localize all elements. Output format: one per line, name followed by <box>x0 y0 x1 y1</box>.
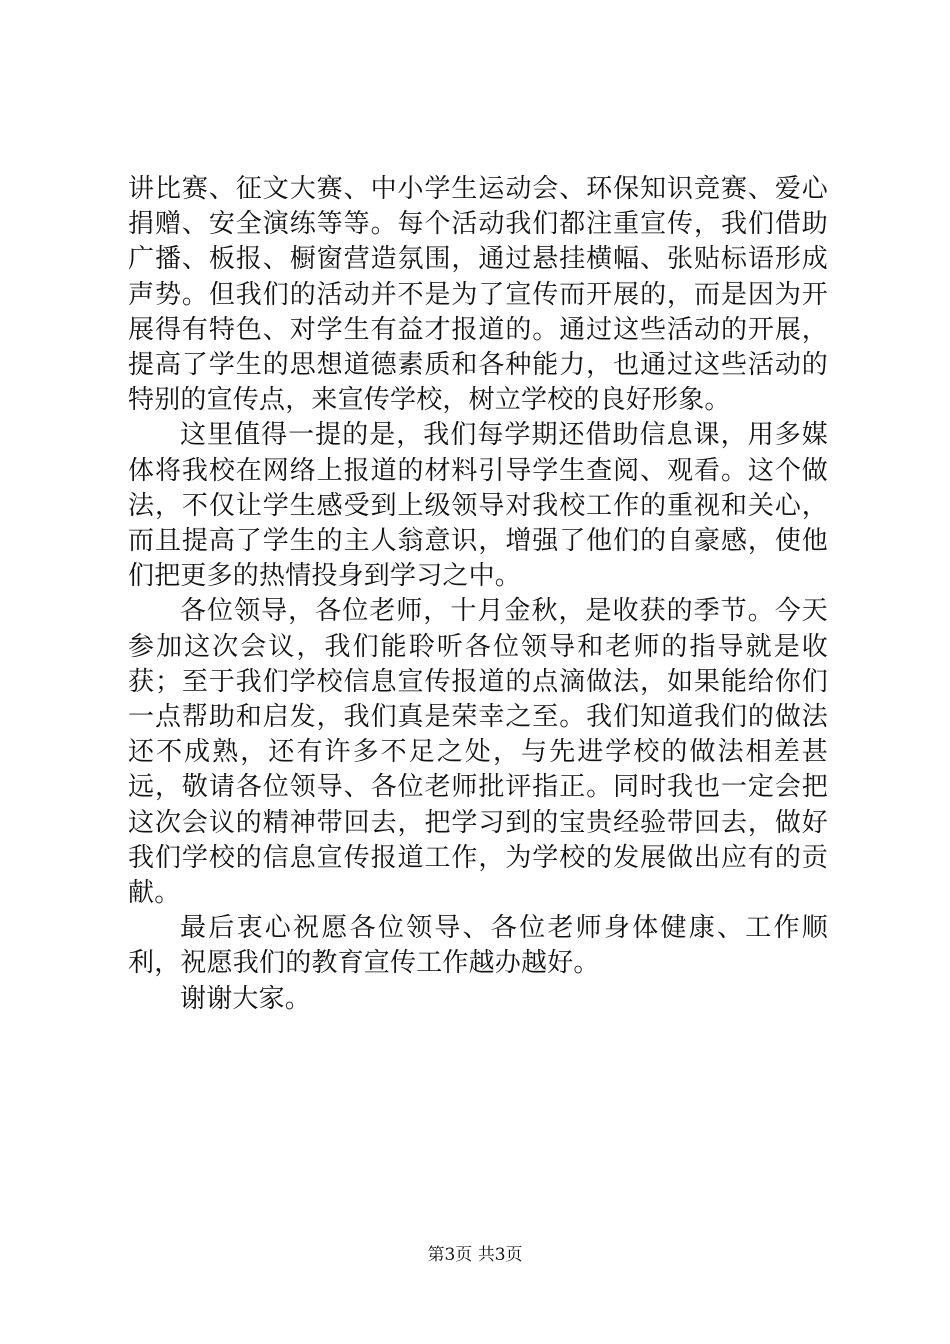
paragraph-information-class: 这里值得一提的是，我们每学期还借助信息课，用多媒体将我校在网络上报道的材料引导学生查阅、观看。这个做法，不仅让学生感受到上级领导对我校工作的重视和关心，而且提高了学生的主人翁意识，增强了他们的自豪感，使他们把更多的热情投身到学习之中。 <box>128 420 828 592</box>
paragraph-activities: 讲比赛、征文大赛、中小学生运动会、环保知识竞赛、爱心捐赠、安全演练等等。每个活动我们都注重宣传，我们借助广播、板报、橱窗营造氛围，通过悬挂横幅、张贴标语形成声势。但我们的活动并不是为了宣传而开展的，而是因为开展得有特色、对学生有益才报道的。通过这些活动的开展，提高了学生的思想道德素质和各种能力，也通过这些活动的特别的宣传点，来宣传学校，树立学校的良好形象。 <box>128 174 828 416</box>
paragraph-thanks: 谢谢大家。 <box>180 983 312 1014</box>
page-number-footer: 第3页 共3页 <box>427 1245 523 1265</box>
document-body <box>128 172 828 1017</box>
paragraph-meeting-remarks: 各位领导，各位老师，十月金秋，是收获的季节。今天参加这次会议，我们能聆听各位领导和老师的指导就是收获；至于我们学校信息宣传报道的点滴做法，如果能给你们一点帮助和启发，我们真是荣幸之至。我们知道我们的做法还不成熟，还有许多不足之处，与先进学校的做法相差甚远，敬请各位领导、各位老师批评指正。同时我也一定会把这次会议的精神带回去，把学习到的宝贵经验带回去，做好我们学校的信息宣传报道工作，为学校的发展做出应有的贡献。 <box>128 596 828 909</box>
paragraph-best-wishes: 最后衷心祝愿各位领导、各位老师身体健康、工作顺利，祝愿我们的教育宣传工作越办越好。 <box>128 913 828 979</box>
